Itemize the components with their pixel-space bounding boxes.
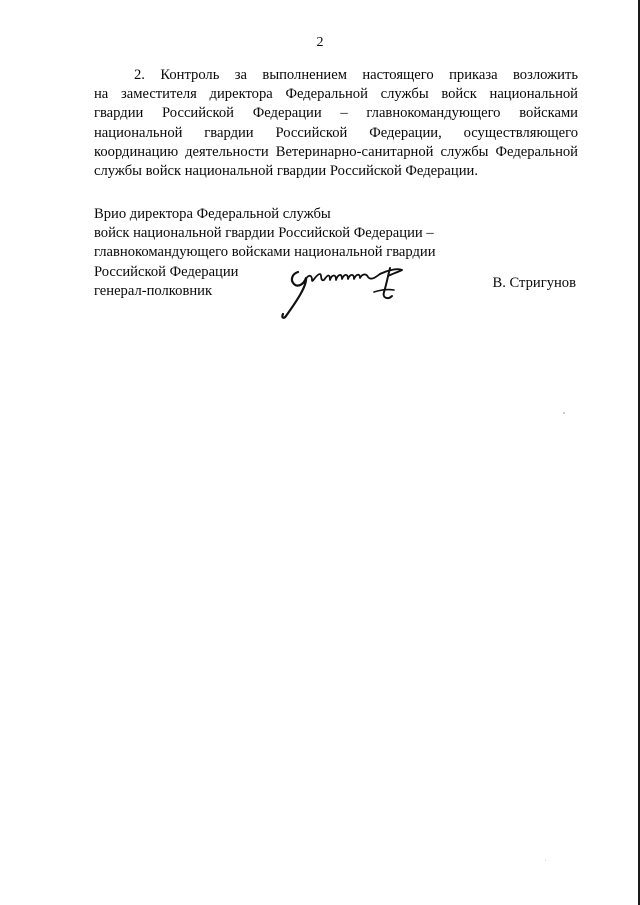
signatory-title-line: Российской Федерации [94,263,239,280]
paragraph-line: гвардии Российской Федерации – главнокомандующего войсками [94,105,578,122]
paragraph-line: национальной гвардии Российской Федерации, осуществляющего [94,124,578,141]
paragraph-line: службы войск национальной гвардии Российской Федерации. [94,163,478,180]
scan-speck [563,412,565,414]
signatory-title-line: войск национальной гвардии Российской Федерации – [94,225,434,242]
signatory-title-line: главнокомандующего войсками национальной гвардии [94,244,436,261]
handwritten-signature [276,262,406,320]
signatory-rank: генерал-полковник [94,282,213,299]
scan-speck [545,860,546,861]
paragraph-line: 2. Контроль за выполнением настоящего приказа возложить [134,67,578,83]
page-number: 2 [316,35,324,50]
signatory-title-line: Врио директора Федеральной службы [94,206,331,222]
paragraph-line: координацию деятельности Ветеринарно-санитарной службы Федеральной [94,143,578,160]
signer-name: В. Стригунов [492,275,576,291]
paragraph-line: на заместителя директора Федеральной службы войск национальной [94,86,578,103]
order-paragraph [94,66,578,181]
